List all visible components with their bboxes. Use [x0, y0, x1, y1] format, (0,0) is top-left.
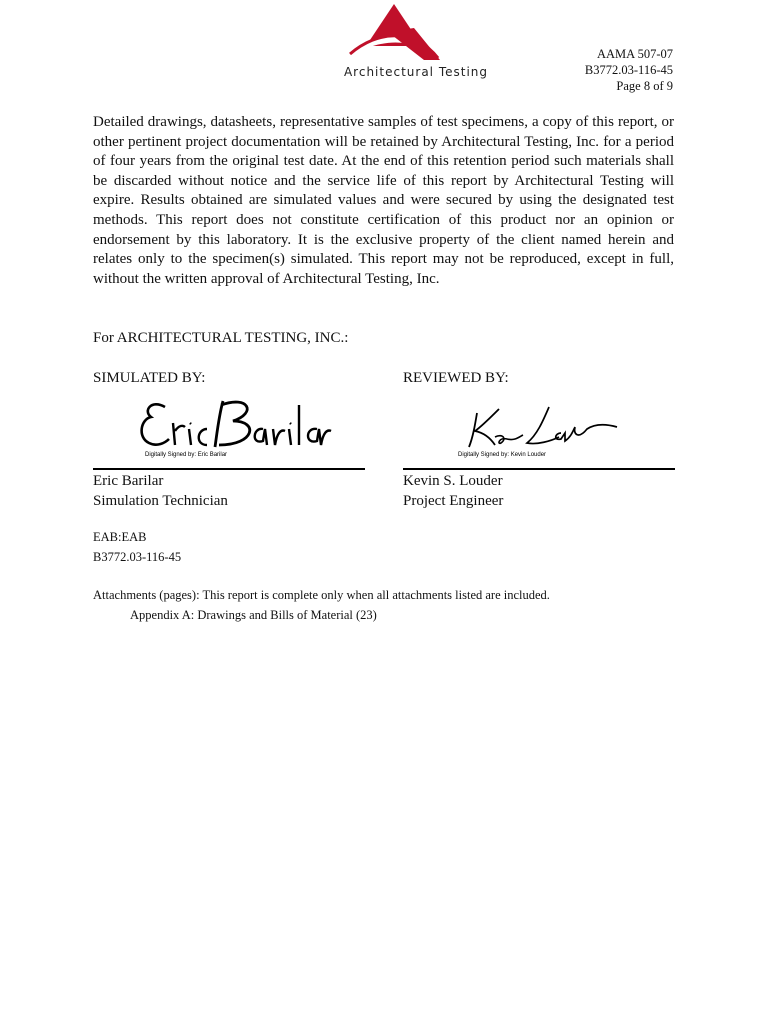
report-reference: B3772.03-116-45	[93, 549, 182, 564]
report-header	[585, 46, 673, 94]
retention-paragraph: Detailed drawings, datasheets, representative samples of test specimens, a copy of this report, or other pertinent project documentation will be retained by Architectural Testing, Inc. for a period of four years from the original test date. At the end of this retention period such materials shall be discarded without notice and the service life of this report by Architectural Testing will expire. Results obtained are simulated values and were secured by using the designated test methods. This report does not constitute certification of this product nor an opinion or endorsement by this laboratory. It is the exclusive property of the client named herein and relates only to the specimen(s) simulated. This report may not be reproduced, except in full, without the written approval of Architectural Testing, Inc.	[93, 114, 674, 287]
handwritten-signature-icon	[403, 393, 643, 451]
digital-signature-stamp: Digitally Signed by: Eric Barilar	[145, 452, 228, 458]
reviewed-by-block	[403, 370, 675, 509]
report-number: B3772.03-116-45	[584, 63, 673, 77]
reviewed-by-heading: REVIEWED BY:	[403, 370, 509, 386]
signer-title: Project Engineer	[403, 492, 504, 509]
handwritten-signature-icon	[93, 393, 333, 451]
signer-name: Eric Barilar	[93, 473, 164, 489]
signer-name: Kevin S. Louder	[403, 473, 503, 489]
signature-eric-barilar	[93, 393, 365, 509]
company-name: Architectural Testing	[343, 65, 489, 79]
standard-number: AAMA 507-07	[596, 47, 673, 61]
signer-title: Simulation Technician	[93, 492, 228, 509]
appendix-item: Appendix A: Drawings and Bills of Material (23)	[130, 608, 377, 622]
simulated-by-heading: SIMULATED BY:	[93, 370, 206, 386]
page-number: Page 8 of 9	[616, 79, 673, 93]
signature-line	[403, 468, 675, 470]
signature-line	[93, 468, 365, 470]
digital-signature-stamp: Digitally Signed by: Kevin Louder	[458, 452, 547, 458]
company-logo	[336, 2, 496, 80]
initials: EAB:EAB	[93, 530, 147, 544]
reference-block	[93, 528, 181, 567]
attachments-note: Attachments (pages): This report is complete only when all attachments listed are included.	[93, 588, 550, 602]
signature-kevin-louder	[403, 393, 675, 509]
logo-triangle-icon	[344, 2, 484, 64]
simulated-by-block	[93, 370, 365, 509]
for-company-line: For ARCHITECTURAL TESTING, INC.:	[93, 330, 349, 346]
